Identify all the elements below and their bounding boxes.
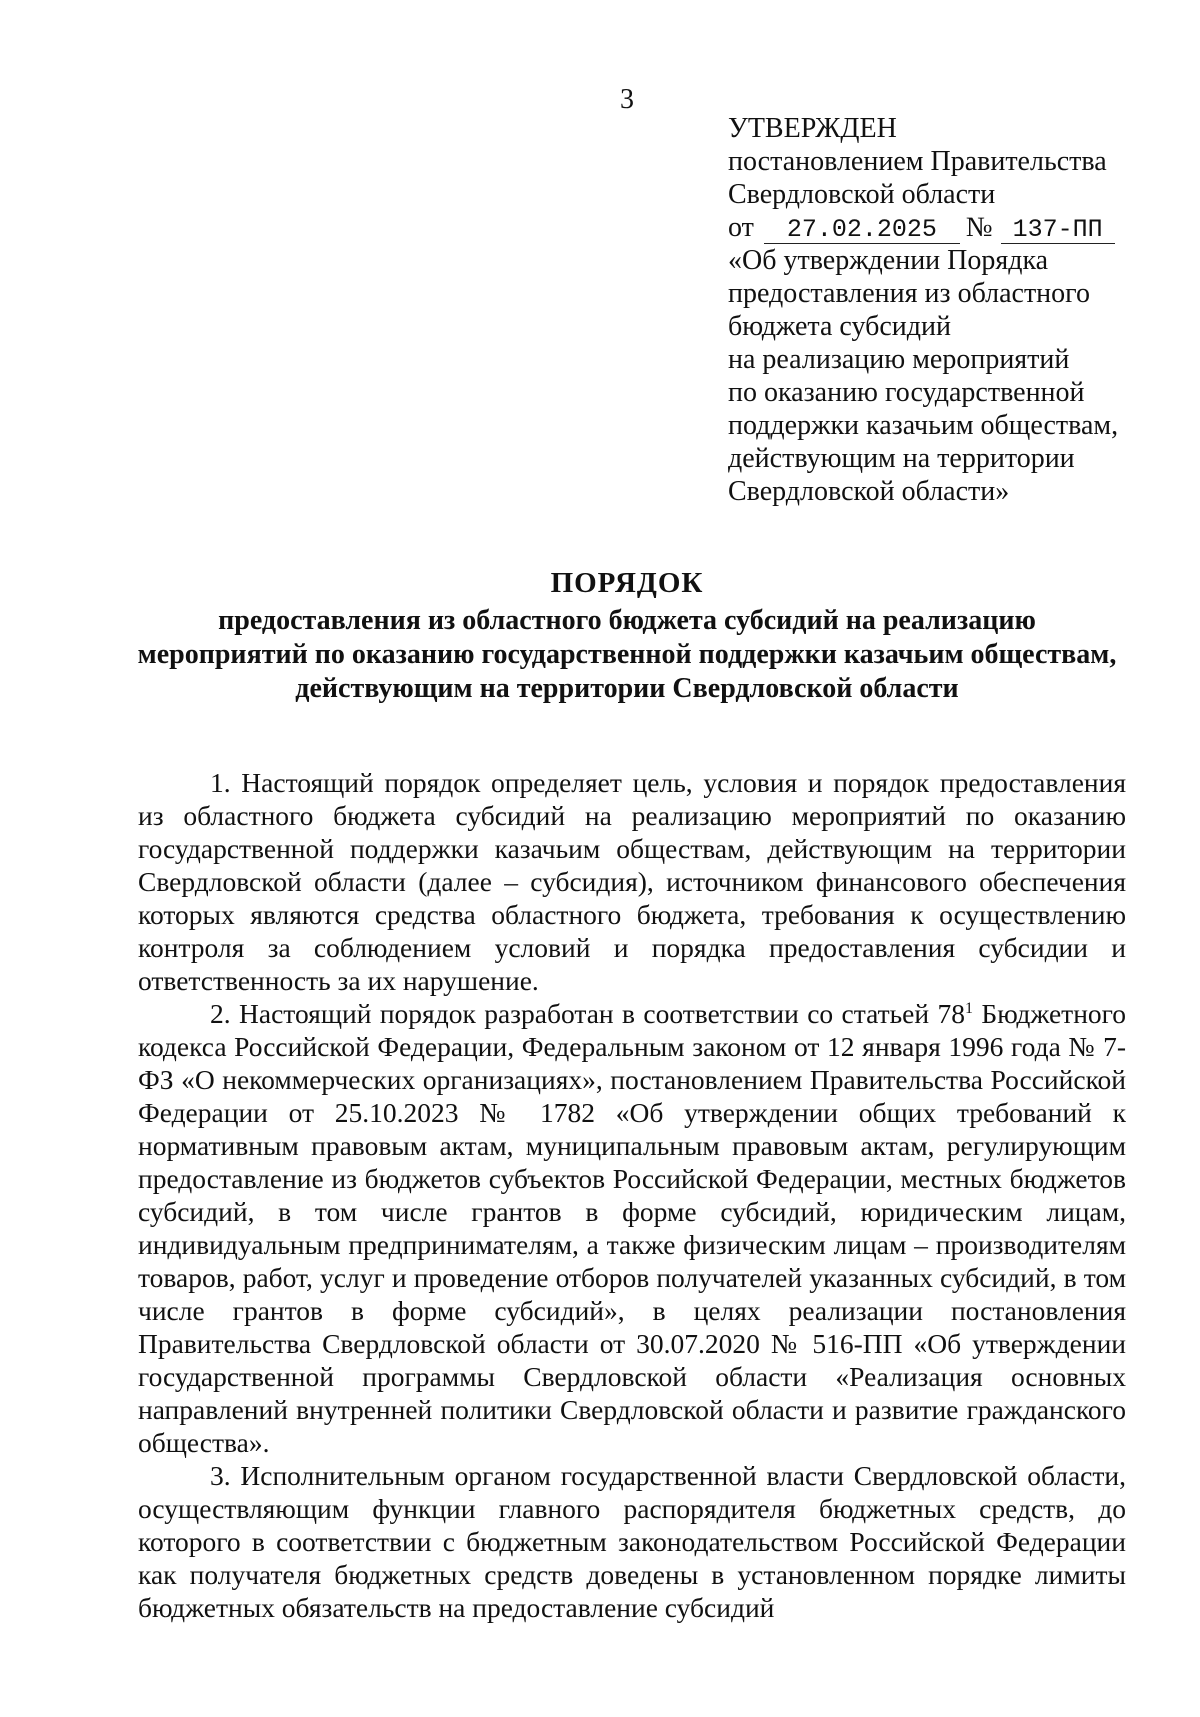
approval-title-line: действующим на территории: [728, 443, 1075, 474]
approval-title-line: предоставления из областного: [728, 278, 1090, 309]
document-subtitle-line: мероприятий по оказанию государственной поддержки казачьим обществам,: [137, 639, 1117, 670]
document-body: [138, 766, 1126, 1624]
article-superscript: 1: [965, 1000, 973, 1017]
document-title: [130, 566, 1124, 706]
approval-number: 137-ПП: [1001, 217, 1115, 244]
paragraph-1: 1. Настоящий порядок определяет цель, условия и порядок предоставления из областного бюджета субсидий на реализацию мероприятий по оказанию государственной поддержки казачьим обществам, действующим на территории Свердловской области (далее – субсидия), источником финансового обеспечения которых являются средства областного бюджета, требования к осуществлению контроля за соблюдением условий и порядка предоставления субсидии и ответственность за их нарушение.: [138, 767, 1126, 996]
paragraph-2: [138, 997, 1126, 1459]
paragraph-2-rest: Бюджетного кодекса Российской Федерации, Федеральным законом от 12 января 1996 года № 7-ФЗ «О некоммерческих организациях», постановлением Правительства Российской Федерации от 25.10.2023 № 1782 «Об утверждении общих требований к нормативным правовым актам, муниципальным правовым актам, регулирующим предоставление из бюджетов субъектов Российской Федерации, местных бюджетов субсидий, в том числе грантов в форме субсидий, юридическим лицам, индивидуальным предпринимателям, а также физическим лицам – производителям товаров, работ, услуг и проведение отборов получателей указанных субсидий, в том числе грантов в форме субсидий», в целях реализации постановления Правительства Свердловской области от 30.07.2020 № 516-ПП «Об утверждении государственной программы Свердловской области «Реализация основных направлений внутренней политики Свердловской области и развитие гражданского общества».: [138, 998, 1127, 1458]
approval-title-line: бюджета субсидий: [728, 311, 951, 342]
paragraph-3: 3. Исполнительным органом государственной власти Свердловской области, осуществляющим функции главного распорядителя бюджетных средств, до которого в соответствии с бюджетным законодательством Российской Федерации как получателя бюджетных средств доведены в установленном порядке лимиты бюджетных обязательств на предоставление субсидий: [138, 1460, 1126, 1623]
date-prefix: от: [728, 212, 754, 243]
approval-title-line: «Об утверждении Порядка: [728, 245, 1049, 276]
document-heading: ПОРЯДОК: [550, 567, 704, 599]
approval-title-line: по оказанию государственной: [728, 377, 1085, 408]
approval-line-1: постановлением Правительства: [728, 146, 1107, 177]
approval-title-line: поддержки казачьим обществам,: [728, 410, 1119, 441]
approval-stamp-block: [728, 112, 1148, 508]
approval-heading: УТВЕРЖДЕН: [728, 113, 897, 144]
number-prefix: №: [965, 212, 993, 243]
approval-line-2: Свердловской области: [728, 179, 996, 210]
document-subtitle-line: действующим на территории Свердловской области: [295, 673, 959, 704]
approval-date-number-line: [728, 211, 1148, 244]
document-subtitle-line: предоставления из областного бюджета субсидий на реализацию: [218, 605, 1036, 636]
paragraph-2-start: 2. Настоящий порядок разработан в соответствии со статьей 78: [210, 998, 965, 1029]
approval-title-line: Свердловской области»: [728, 476, 1010, 507]
approval-date: 27.02.2025: [764, 217, 960, 244]
page-number: 3: [620, 84, 634, 115]
approval-title-line: на реализацию мероприятий: [728, 344, 1070, 375]
